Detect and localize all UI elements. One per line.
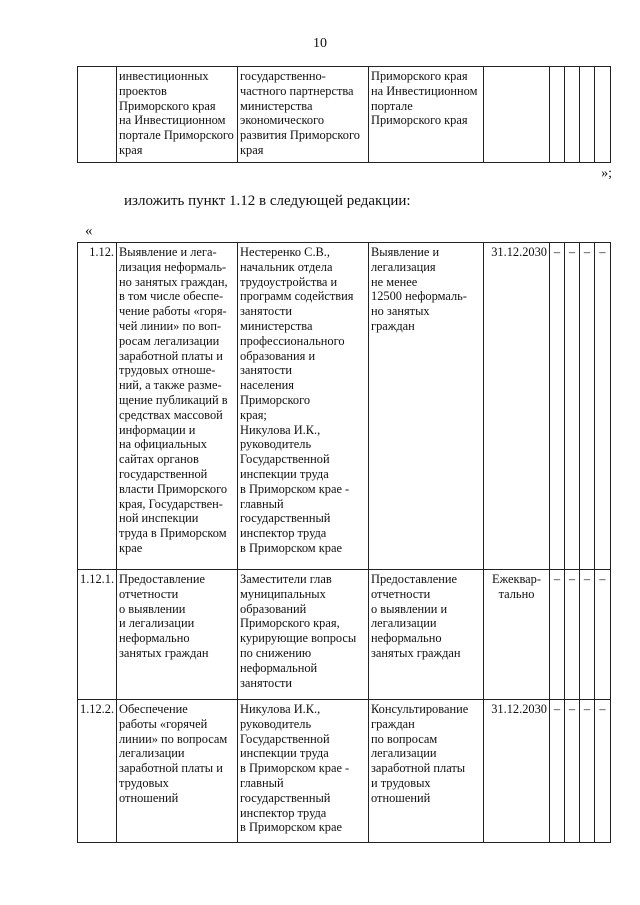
value-cell: –	[550, 243, 565, 570]
row-number: 1.12.	[78, 243, 117, 570]
table-row	[78, 243, 611, 570]
row-number	[78, 67, 117, 163]
closing-quote: »;	[601, 166, 612, 181]
main-table	[77, 242, 611, 843]
value-cell: –	[580, 700, 595, 843]
deadline-cell: Ежеквар- тально	[484, 570, 550, 700]
value-cell: –	[580, 243, 595, 570]
value-cell: –	[565, 570, 580, 700]
task-cell: Предоставление отчетности о выявлении и легализации неформально занятых граждан	[117, 570, 238, 700]
result-cell: Предоставление отчетности о выявлении и легализации неформально занятых граждан	[369, 570, 484, 700]
value-cell: –	[565, 243, 580, 570]
table-row	[78, 700, 611, 843]
task-cell: Выявление и лега- лизация неформаль- но занятых граждан, в том числе обеспе- чение работы «горя- чей линии» по воп- росам легализации заработной платы и трудовых отноше- ний, а также разме- щение публикаций в средствах массовой информации и на официальных сайтах органов государственной власти Приморского края, Государствен- ной инспекции труда в Приморском крае	[117, 243, 238, 570]
result-cell: Выявление и легализация не менее 12500 неформаль- но занятых граждан	[369, 243, 484, 570]
value-cell: –	[550, 700, 565, 843]
table-row	[78, 67, 611, 163]
row-number: 1.12.2.	[78, 700, 117, 843]
row-number: 1.12.1.	[78, 570, 117, 700]
result-cell: Приморского края на Инвестиционном портале Приморского края	[369, 67, 484, 163]
value-cell: –	[595, 243, 611, 570]
top-table	[77, 66, 611, 163]
instruction-text: изложить пункт 1.12 в следующей редакции:	[124, 193, 411, 209]
value-cell: –	[565, 700, 580, 843]
value-cell: –	[595, 700, 611, 843]
table-row	[78, 570, 611, 700]
task-cell: инвестиционных проектов Приморского края на Инвестиционном портале Приморского края	[117, 67, 238, 163]
page-number: 10	[313, 36, 327, 51]
task-cell: Обеспечение работы «горячей линии» по вопросам легализации заработной платы и трудовых отношений	[117, 700, 238, 843]
responsible-cell: Никулова И.К., руководитель Государственной инспекции труда в Приморском крае - главный государственный инспектор труда в Приморском крае	[238, 700, 369, 843]
value-cell	[595, 67, 611, 163]
opening-quote: «	[85, 223, 93, 239]
responsible-cell: Нестеренко С.В., начальник отдела трудоустройства и программ содействия занятости министерства профессионального образования и занятости населения Приморского края; Никулова И.К., руководитель Государственной инспекции труда в Приморском крае - главный государственный инспектор труда в Приморском крае	[238, 243, 369, 570]
value-cell: –	[550, 570, 565, 700]
deadline-cell	[484, 67, 550, 163]
value-cell	[580, 67, 595, 163]
value-cell	[565, 67, 580, 163]
value-cell: –	[595, 570, 611, 700]
responsible-cell: государственно- частного партнерства министерства экономического развития Приморского края	[238, 67, 369, 163]
value-cell	[550, 67, 565, 163]
result-cell: Консультирование граждан по вопросам легализации заработной платы и трудовых отношений	[369, 700, 484, 843]
deadline-cell: 31.12.2030	[484, 700, 550, 843]
responsible-cell: Заместители глав муниципальных образований Приморского края, курирующие вопросы по снижению неформальной занятости	[238, 570, 369, 700]
value-cell: –	[580, 570, 595, 700]
deadline-cell: 31.12.2030	[484, 243, 550, 570]
